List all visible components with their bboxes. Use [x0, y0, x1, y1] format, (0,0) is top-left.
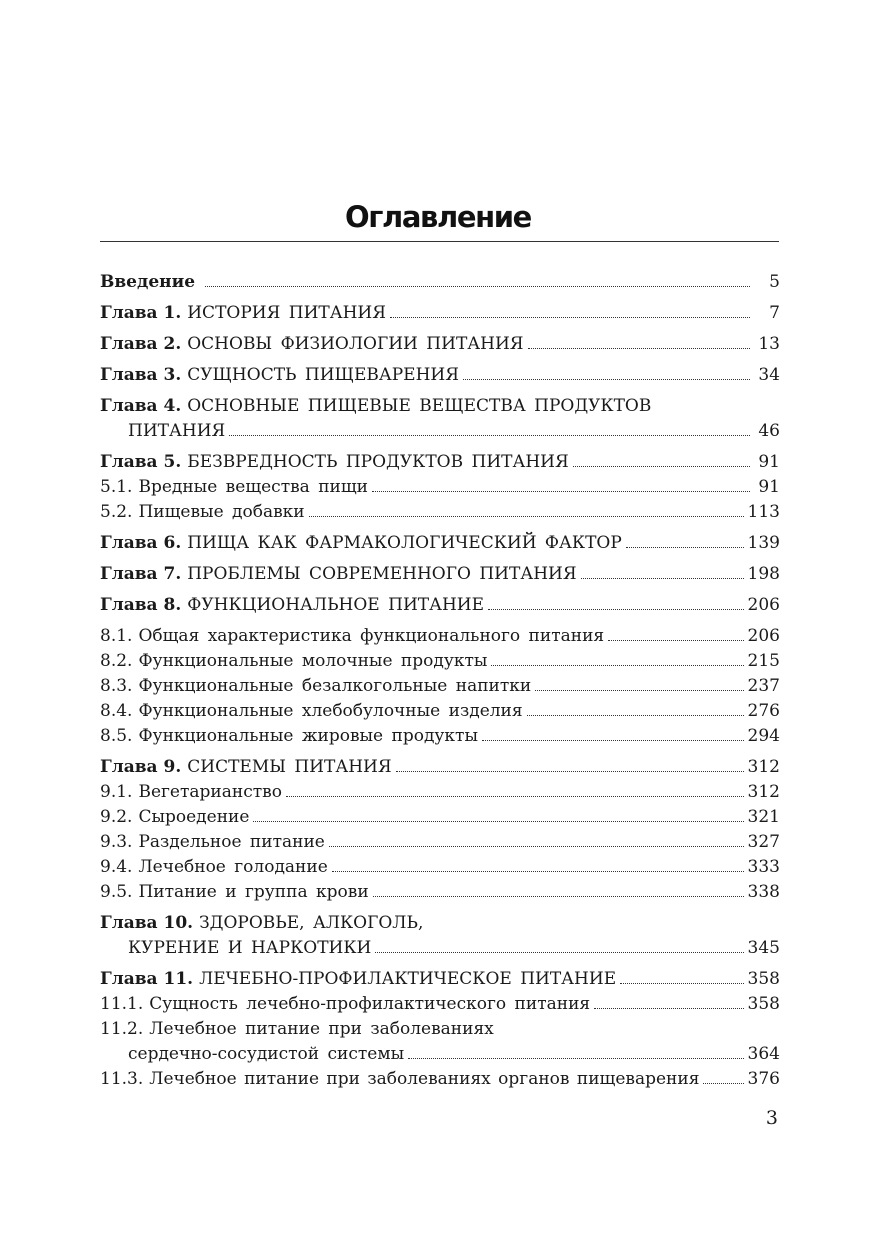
entry-label: 11.1. [100, 994, 144, 1014]
dot-leader [372, 477, 750, 492]
entry-title: ЗДОРОВЬЕ, АЛКОГОЛЬ, [199, 913, 424, 933]
toc-entry-chapter-1[interactable] [100, 301, 780, 326]
toc-entry-section-11-1[interactable] [100, 992, 780, 1017]
dot-leader [535, 676, 743, 691]
entry-title: Функциональные хлебобулочные изделия [138, 701, 523, 721]
dot-leader [703, 1069, 743, 1084]
page-number: 3 [765, 1107, 778, 1129]
entry-title-continued: ПИТАНИЯ [128, 421, 226, 441]
dot-leader [205, 272, 750, 287]
toc-entry-section-8-3[interactable] [100, 674, 780, 699]
entry-page: 312 [747, 782, 780, 802]
entry-label: 5.2. [100, 502, 133, 522]
entry-label: Глава 11. [100, 969, 194, 989]
entry-page: 91 [758, 477, 780, 497]
entry-label: Введение [100, 272, 196, 292]
entry-title: Функциональные молочные продукты [138, 651, 488, 671]
entry-title: Лечебное питание при заболеваниях [149, 1019, 494, 1039]
entry-title: ФУНКЦИОНАЛЬНОЕ ПИТАНИЕ [187, 595, 485, 615]
entry-title: БЕЗВРЕДНОСТЬ ПРОДУКТОВ ПИТАНИЯ [187, 452, 569, 472]
toc-entry-section-9-2[interactable] [100, 805, 780, 830]
toc-entry-section-8-5[interactable] [100, 724, 780, 749]
entry-label: 9.4. [100, 857, 133, 877]
dot-leader [253, 807, 743, 822]
entry-page: 206 [747, 626, 780, 646]
dot-leader [594, 994, 743, 1009]
entry-title: Функциональные жировые продукты [138, 726, 478, 746]
entry-page: 237 [747, 676, 780, 696]
toc-entry-chapter-11[interactable] [100, 967, 780, 992]
entry-page: 321 [747, 807, 780, 827]
entry-page: 333 [747, 857, 780, 877]
dot-leader [396, 757, 744, 772]
toc-entry-chapter-4[interactable] [100, 394, 780, 444]
toc-entry-section-8-2[interactable] [100, 649, 780, 674]
entry-label: 11.3. [100, 1069, 144, 1089]
entry-page: 345 [747, 938, 780, 958]
entry-label: 8.3. [100, 676, 133, 696]
entry-label: Глава 1. [100, 303, 182, 323]
dot-leader [373, 882, 744, 897]
toc-entry-chapter-7[interactable] [100, 562, 780, 587]
toc-entry-chapter-3[interactable] [100, 363, 780, 388]
dot-leader [620, 969, 743, 984]
entry-page: 312 [747, 757, 780, 777]
dot-leader [626, 533, 744, 548]
entry-page: 327 [747, 832, 780, 852]
toc-entry-chapter-9[interactable] [100, 755, 780, 780]
entry-label: 9.5. [100, 882, 133, 902]
entry-title: ОСНОВЫ ФИЗИОЛОГИИ ПИТАНИЯ [187, 334, 524, 354]
entry-label: 9.2. [100, 807, 133, 827]
entry-title-continued: сердечно-сосудистой системы [128, 1044, 405, 1064]
entry-label: 11.2. [100, 1019, 144, 1039]
entry-title: Вегетарианство [138, 782, 282, 802]
entry-title: Вредные вещества пищи [138, 477, 369, 497]
toc-entry-section-5-1[interactable] [100, 475, 780, 500]
dot-leader [286, 782, 744, 797]
dot-leader [408, 1044, 743, 1059]
entry-title: ОСНОВНЫЕ ПИЩЕВЫЕ ВЕЩЕСТВА ПРОДУКТОВ [187, 396, 652, 416]
entry-page: 5 [769, 272, 780, 292]
dot-leader [573, 452, 750, 467]
entry-title: СИСТЕМЫ ПИТАНИЯ [187, 757, 392, 777]
toc-entry-section-9-1[interactable] [100, 780, 780, 805]
entry-page: 198 [747, 564, 780, 584]
toc-entry-chapter-2[interactable] [100, 332, 780, 357]
entry-label: Глава 8. [100, 595, 182, 615]
entry-page: 294 [747, 726, 780, 746]
entry-label: 8.4. [100, 701, 133, 721]
page-title: Оглавление [345, 200, 531, 234]
toc-entry-section-5-2[interactable] [100, 500, 780, 525]
entry-label: Глава 6. [100, 533, 182, 553]
toc-entry-section-11-2[interactable] [100, 1017, 780, 1067]
entry-title: СУЩНОСТЬ ПИЩЕВАРЕНИЯ [187, 365, 459, 385]
toc-entry-section-8-1[interactable] [100, 624, 780, 649]
dot-leader [488, 595, 744, 610]
entry-title: ПРОБЛЕМЫ СОВРЕМЕННОГО ПИТАНИЯ [187, 564, 577, 584]
dot-leader [390, 303, 750, 318]
dot-leader [329, 832, 744, 847]
entry-label: 8.1. [100, 626, 133, 646]
entry-page: 215 [747, 651, 780, 671]
entry-title: ИСТОРИЯ ПИТАНИЯ [187, 303, 386, 323]
dot-leader [528, 334, 750, 349]
entry-title: Лечебное питание при заболеваниях органов пищеварения [149, 1069, 700, 1089]
entry-label: Глава 5. [100, 452, 182, 472]
entry-label: Глава 7. [100, 564, 182, 584]
entry-label: 9.3. [100, 832, 133, 852]
entry-title: Сущность лечебно-профилактического питания [149, 994, 591, 1014]
entry-page: 91 [758, 452, 780, 472]
dot-leader [482, 726, 744, 741]
entry-title: Сыроедение [138, 807, 250, 827]
title-underline [100, 241, 779, 242]
entry-page: 358 [747, 994, 780, 1014]
entry-page: 7 [769, 303, 780, 323]
entry-title: Питание и группа крови [138, 882, 369, 902]
entry-title: Функциональные безалкогольные напитки [138, 676, 532, 696]
dot-leader [309, 502, 744, 517]
entry-title: Пищевые добавки [138, 502, 305, 522]
dot-leader [608, 626, 743, 641]
dot-leader [332, 857, 744, 872]
entry-page: 358 [747, 969, 780, 989]
entry-label: 5.1. [100, 477, 133, 497]
toc-entry-chapter-8[interactable] [100, 593, 780, 618]
entry-label: 9.1. [100, 782, 133, 802]
toc-entry-section-8-4[interactable] [100, 699, 780, 724]
entry-label: 8.5. [100, 726, 133, 746]
entry-title: Лечебное голодание [138, 857, 328, 877]
entry-page: 13 [758, 334, 780, 354]
entry-page: 34 [758, 365, 780, 385]
toc-entry-chapter-5[interactable] [100, 450, 780, 475]
entry-page: 376 [747, 1069, 780, 1089]
dot-leader [581, 564, 744, 579]
dot-leader [491, 651, 743, 666]
entry-title-continued: КУРЕНИЕ И НАРКОТИКИ [128, 938, 372, 958]
entry-title: Раздельное питание [138, 832, 325, 852]
dot-leader [463, 365, 750, 380]
dot-leader [229, 421, 750, 436]
entry-label: Глава 3. [100, 365, 182, 385]
toc-entry-chapter-10[interactable] [100, 911, 780, 961]
toc-entry-introduction[interactable] [100, 270, 780, 295]
entry-label: Глава 10. [100, 913, 194, 933]
toc-entry-section-11-3[interactable] [100, 1067, 780, 1092]
entry-label: Глава 4. [100, 396, 182, 416]
toc-entry-chapter-6[interactable] [100, 531, 780, 556]
entry-title: ПИЩА КАК ФАРМАКОЛОГИЧЕСКИЙ ФАКТОР [187, 533, 622, 553]
entry-page: 139 [747, 533, 780, 553]
dot-leader [527, 701, 744, 716]
entry-title: Общая характеристика функционального питания [138, 626, 605, 646]
dot-leader [375, 938, 743, 953]
toc-entry-section-9-4[interactable] [100, 855, 780, 880]
toc-entry-section-9-3[interactable] [100, 830, 780, 855]
toc-entry-section-9-5[interactable] [100, 880, 780, 905]
entry-page: 338 [747, 882, 780, 902]
table-of-contents [100, 270, 780, 1092]
entry-page: 364 [747, 1044, 780, 1064]
entry-label: Глава 2. [100, 334, 182, 354]
entry-page: 46 [758, 421, 780, 441]
entry-page: 113 [747, 502, 780, 522]
entry-title: ЛЕЧЕБНО-ПРОФИЛАКТИЧЕСКОЕ ПИТАНИЕ [199, 969, 617, 989]
entry-page: 206 [747, 595, 780, 615]
entry-label: Глава 9. [100, 757, 182, 777]
entry-label: 8.2. [100, 651, 133, 671]
entry-page: 276 [747, 701, 780, 721]
